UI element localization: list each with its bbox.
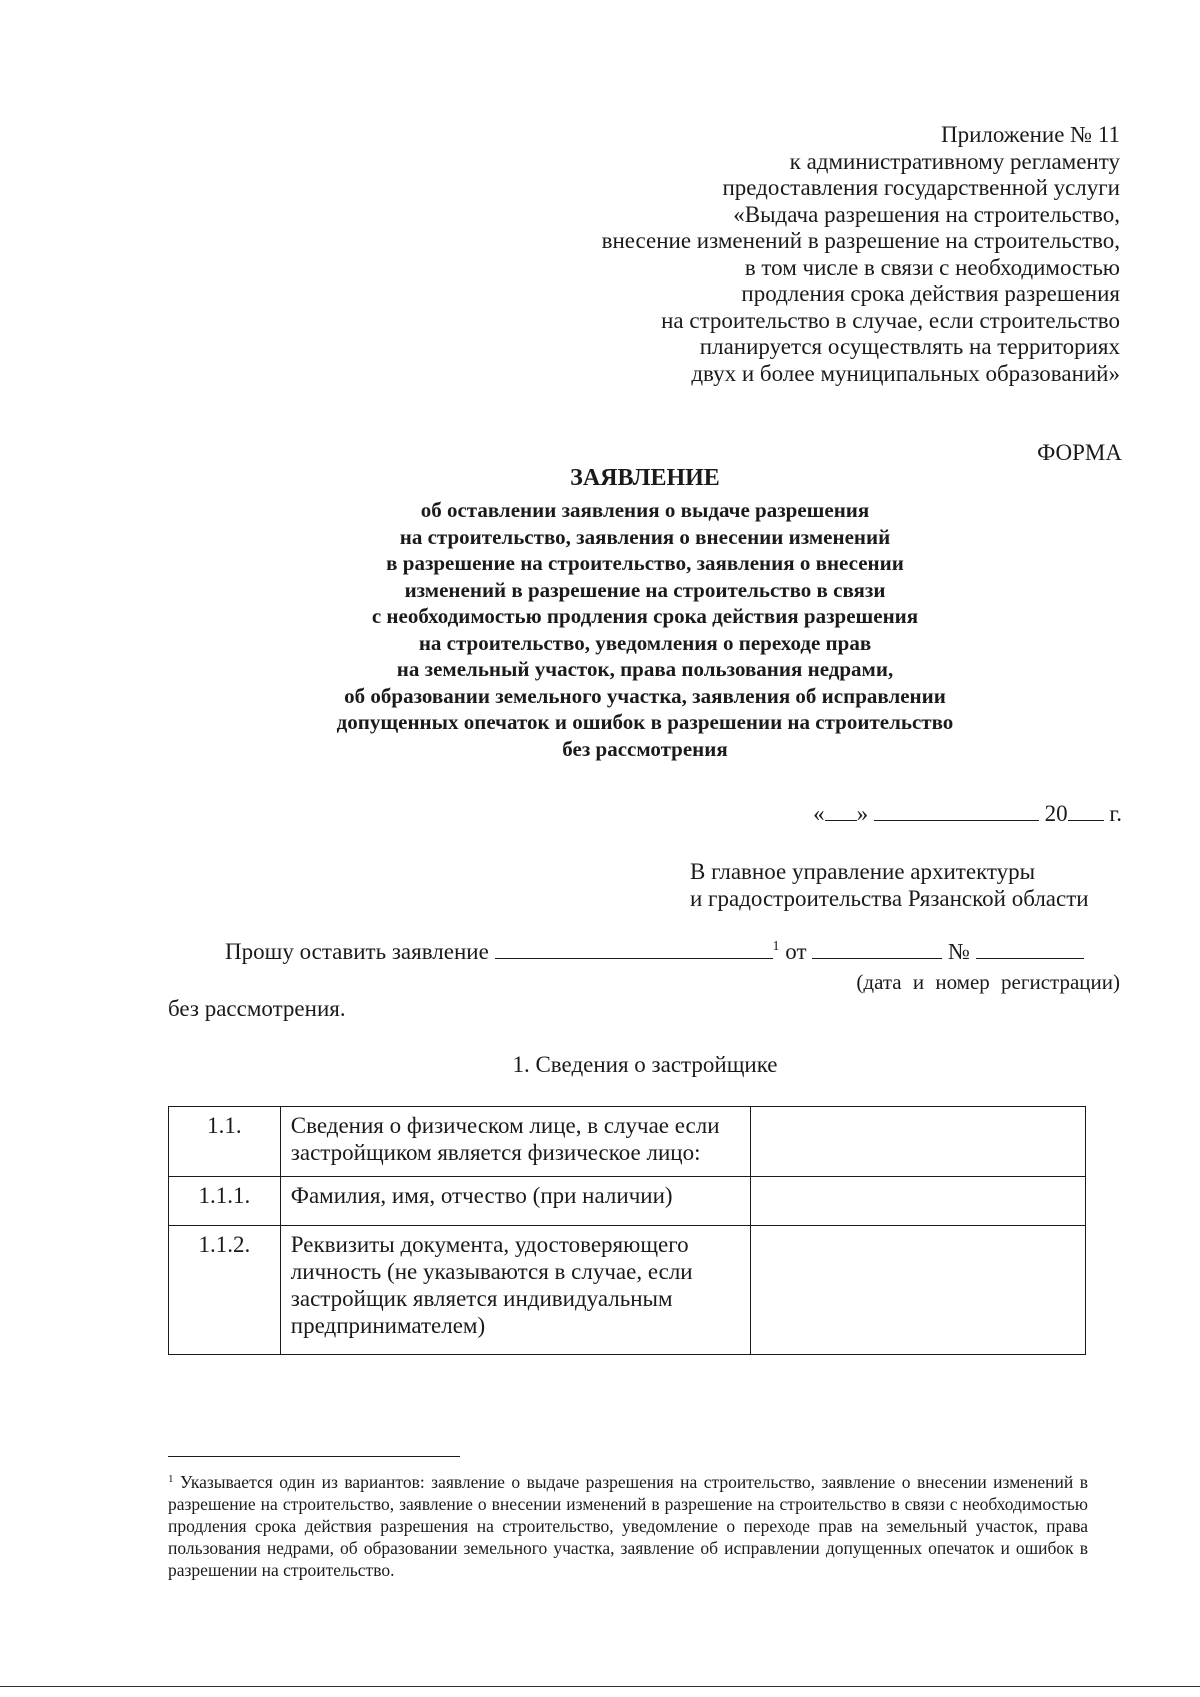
row-number: 1.1.2. [169,1226,281,1355]
row-value-cell[interactable] [751,1177,1086,1226]
developer-info-table [168,1106,1086,1355]
appendix-line: на строительство в случае, если строительство [661,307,1120,333]
appendix-line: внесение изменений в разрешение на строительство, [601,228,1120,253]
number-label: № [948,939,970,964]
appendix-line: планируется осуществлять на территориях [699,334,1120,359]
request-suffix: без рассмотрения. [168,996,346,1021]
footnote-text: Указывается один из вариантов: заявление о выдаче разрешения на строительство, заявление о внесении изменений в разрешение на строительство, заявление о внесении изменений в разрешение на строительство в связи с необходимостью продления срока действия разрешения на строительство, уведомление о переходе прав на земельный участок, права пользования недрами, об образовании земельного участка, заявление об исправлении допущенных опечаток и ошибок в разрешении на строительство. [168,1472,1089,1580]
recipient-line: В главное управление архитектуры [690,859,1036,884]
from-label: от [785,939,807,964]
subtitle-line: об оставлении заявления о выдаче разрешения [420,498,870,522]
appendix-header [480,122,1120,387]
appendix-line: к административному регламенту [789,148,1120,174]
appendix-line: «Выдача разрешения на строительство, [733,201,1120,227]
row-description: Реквизиты документа, удостоверяющего личность (не указываются в случае, если застройщик является индивидуальным предпринимателем) [280,1226,750,1355]
document-subtitle [0,497,1200,762]
footnote-ref: 1 [772,939,780,954]
form-label: ФОРМА [1037,440,1122,465]
row-number: 1.1.1. [169,1177,281,1226]
date-field [813,800,1122,827]
table-row [169,1226,1086,1355]
subtitle-line: об образовании земельного участка, заявления об исправлении [344,683,946,708]
footnote-mark: 1 [168,1473,174,1485]
recipient-block [690,858,1089,912]
appendix-line: в том числе в связи с необходимостью [744,254,1120,280]
registration-date-blank[interactable] [812,938,942,959]
appendix-line: продления срока действия разрешения [741,281,1120,306]
row-value-cell[interactable] [751,1226,1086,1355]
subtitle-line: на земельный участок, права пользования недрами, [396,657,894,681]
subtitle-line: с необходимостью продления срока действия разрешения [371,604,919,628]
application-type-blank[interactable] [495,938,773,959]
subtitle-line: в разрешение на строительство, заявления о внесении [386,551,904,575]
month-blank[interactable] [874,800,1039,821]
year-blank[interactable] [1068,800,1104,821]
appendix-line: предоставления государственной услуги [722,175,1120,200]
row-value-cell[interactable] [751,1107,1086,1177]
document-title: ЗАЯВЛЕНИЕ [570,465,720,491]
page-bottom-line [0,1686,1200,1687]
row-description: Сведения о физическом лице, в случае если застройщиком является физическое лицо: [280,1107,750,1177]
row-description: Фамилия, имя, отчество (при наличии) [280,1177,750,1226]
date-open-quote: « [813,801,825,826]
subtitle-line: изменений в разрешение на строительство в связи [404,577,886,602]
recipient-line: и градостроительства Рязанской области [690,886,1089,911]
registration-number-blank[interactable] [976,938,1084,959]
year-suffix: г. [1109,801,1122,826]
subtitle-line: на строительство, уведомления о переходе прав [418,630,872,655]
footnote [168,1468,1088,1581]
subtitle-line: без рассмотрения [562,736,728,761]
request-prefix: Прошу оставить заявление [225,939,489,964]
request-line [225,938,1084,965]
subtitle-line: на строительство, заявления о внесении изменений [399,524,891,549]
appendix-line: двух и более муниципальных образований» [691,360,1120,386]
row-number: 1.1. [169,1107,281,1177]
subtitle-line: допущенных опечаток и ошибок в разрешении на строительство [336,710,954,734]
year-prefix: 20 [1044,801,1068,826]
registration-hint: (дата и номер регистрации) [856,970,1120,994]
day-blank[interactable] [825,800,857,821]
appendix-line: Приложение № 11 [940,122,1120,147]
table-row [169,1107,1086,1177]
date-close-quote: » [856,801,869,826]
section-title: 1. Сведения о застройщике [512,1052,778,1077]
footnote-divider [168,1456,460,1457]
table-row [169,1177,1086,1226]
